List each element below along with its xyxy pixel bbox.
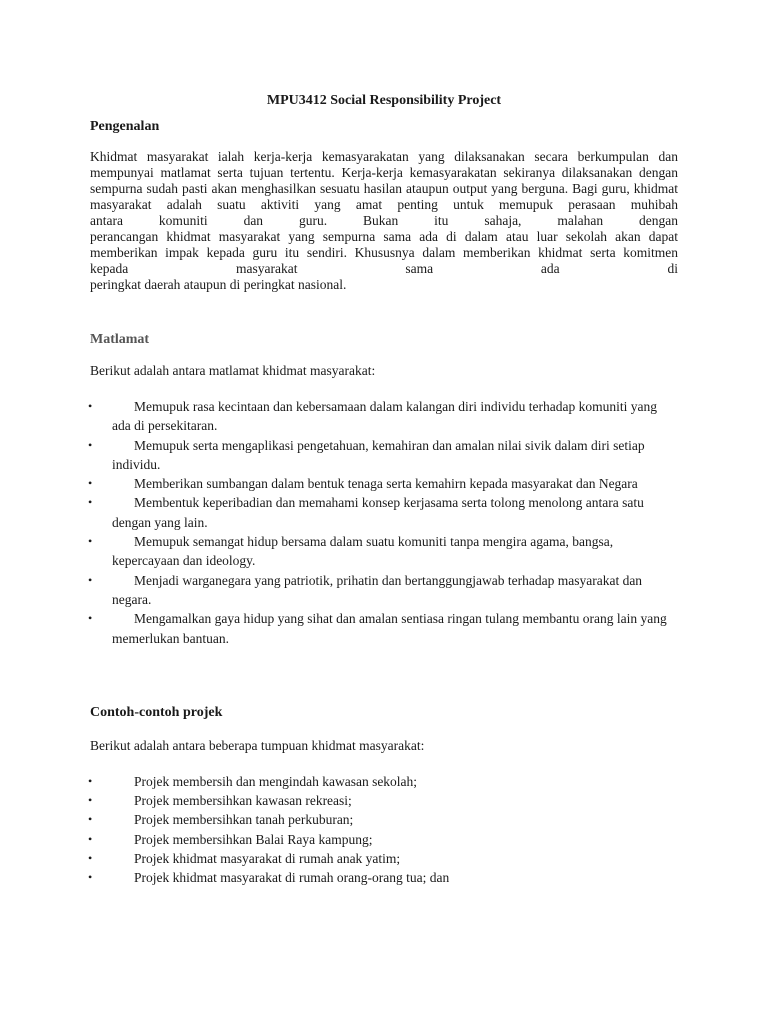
bullet-icon: • (88, 870, 93, 885)
word: malahan (557, 213, 604, 228)
goals-heading: Matlamat (90, 332, 150, 347)
goals-lead: Berikut adalah antara matlamat khidmat masyarakat: (90, 363, 376, 378)
document-page (90, 92, 678, 888)
word: guru. (298, 213, 328, 228)
word: sahaja, (484, 213, 522, 228)
list-item: • Projek membersihkan Balai Raya kampung; (90, 830, 678, 849)
intro-text-last-line: peringkat daerah ataupun di peringkat nasional. (90, 277, 347, 292)
list-item: • Menjadi warganegara yang patriotik, prihatin dan bertanggungjawab terhadap masyarakat dan negara. (88, 572, 643, 607)
bullet-icon: • (88, 611, 93, 626)
intro-heading: Pengenalan (90, 119, 160, 134)
word: dan (243, 213, 264, 228)
intro-spread-line-1 (90, 213, 678, 229)
bullet-icon: • (88, 572, 93, 587)
intro-text-part-2: perancangan khidmat masyarakat yang sempurna sama ada di dalam atau luar sekolah akan dapat memberikan impak kepada guru itu sendiri. Khususnya dalam memberikan khidmat serta komitmen (90, 229, 678, 260)
examples-list (90, 772, 678, 888)
bullet-icon: • (88, 399, 93, 413)
list-item: • Memupuk rasa kecintaan dan kebersamaan dalam kalangan diri individu terhadap komuniti yang ada di persekitaran. (88, 399, 657, 434)
word: komuniti (158, 213, 208, 228)
bullet-icon: • (88, 495, 93, 510)
bullet-icon: • (88, 773, 93, 788)
list-item: • Projek khidmat masyarakat di rumah orang-orang tua; dan (90, 868, 678, 887)
list-item: • Memupuk serta mengaplikasi pengetahuan, kemahiran dan amalan nilai sivik dalam diri setiap individu. (88, 437, 645, 472)
list-item: • Projek membersihkan tanah perkuburan; (90, 810, 678, 829)
bullet-icon: • (88, 476, 93, 491)
bullet-icon: • (88, 534, 93, 549)
list-item: • Projek khidmat masyarakat di rumah anak yatim; (90, 849, 678, 868)
word: Bukan (363, 213, 399, 228)
intro-spread-line-2 (90, 261, 678, 277)
examples-heading: Contoh-contoh projek (90, 704, 223, 720)
list-item: • Memupuk semangat hidup bersama dalam suatu komuniti tanpa mengira agama, bangsa, kepercayaan dan ideology. (88, 534, 614, 569)
list-item: • Membentuk keperibadian dan memahami konsep kerjasama serta tolong menolong antara satu dengan yang lain. (88, 495, 644, 530)
word: kepada (90, 261, 129, 276)
document-title: MPU3412 Social Responsibility Project (266, 93, 502, 108)
list-item: • Memberikan sumbangan dalam bentuk tenaga serta kemahirn kepada masyarakat dan Negara (90, 474, 678, 493)
word: ada (540, 261, 560, 276)
bullet-icon: • (88, 812, 93, 827)
intro-text-part-1: Khidmat masyarakat ialah kerja-kerja kemasyarakatan yang dilaksanakan secara berkumpulan dan mempunyai matlamat serta tujuan tertentu. Kerja-kerja kemasyarakatan sekiranya dilaksanakan dengan sempurna sudah pasti akan menghasilkan sesuatu hasilan ataupun output yang berguna. Bagi guru, khidmat masyarakat adalah suatu aktiviti yang amat penting untuk memupuk perasaan muhibah (90, 149, 678, 212)
bullet-icon: • (88, 793, 93, 808)
bullet-icon: • (88, 831, 93, 846)
intro-paragraph (90, 149, 678, 293)
word: sama (405, 261, 434, 276)
word: antara (90, 213, 123, 228)
bullet-icon: • (88, 437, 93, 452)
bullet-icon: • (88, 851, 93, 866)
word: itu (434, 213, 449, 228)
examples-lead: Berikut adalah antara beberapa tumpuan khidmat masyarakat: (90, 737, 425, 753)
list-item: • Projek membersihkan kawasan rekreasi; (90, 791, 678, 810)
word: di (667, 261, 678, 276)
word: dengan (638, 213, 678, 228)
list-item: • Projek membersih dan mengindah kawasan sekolah; (90, 772, 678, 791)
list-item: • Mengamalkan gaya hidup yang sihat dan amalan sentiasa ringan tulang membantu orang lain yang memerlukan bantuan. (88, 611, 667, 646)
word: masyarakat (236, 261, 298, 276)
goals-list (90, 397, 678, 648)
